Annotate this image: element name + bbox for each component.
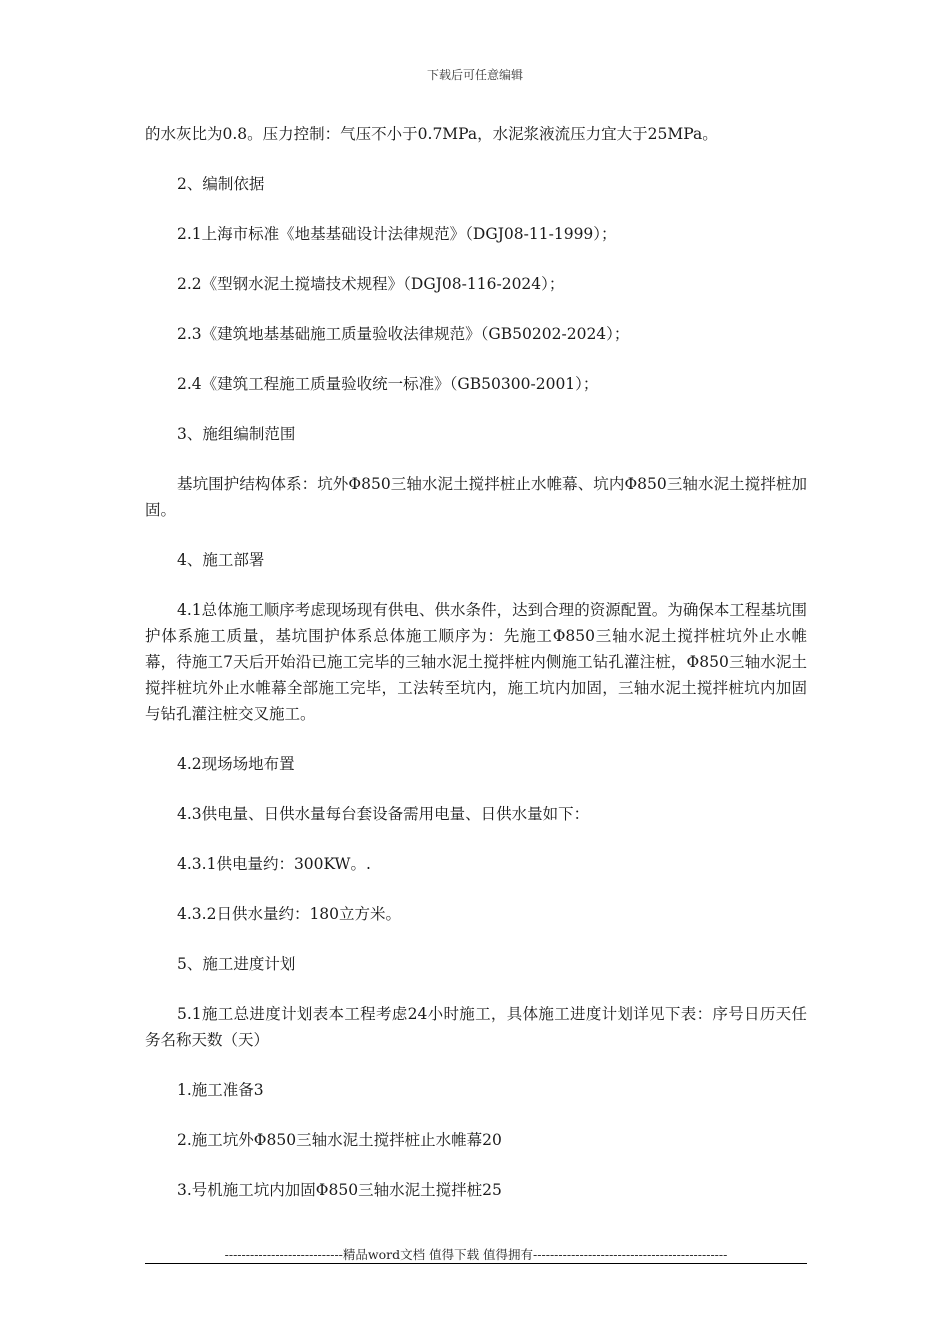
page-footer: ----------------------------精品word文档 值得下载 值得拥有----------------------------------------------	[224, 1247, 728, 1262]
section-heading-2: 2、编制依据	[177, 175, 265, 193]
water-supply-4-3-2: 4.3.2日供水量约：180立方米。	[177, 905, 402, 923]
document-body	[145, 121, 807, 1227]
section-heading-3: 3、施组编制范围	[177, 425, 296, 443]
paragraph-continuation: 的水灰比为0.8。压力控制：气压不小于0.7MPa，水泥浆液流压力宜大于25MPa。	[145, 125, 718, 143]
supply-paragraph-4-3: 4.3供电量、日供水量每台套设备需用电量、日供水量如下：	[177, 805, 590, 823]
page-header: 下载后可任意编辑	[426, 68, 523, 82]
reference-item-2-4: 2.4《建筑工程施工质量验收统一标准》（GB50300-2001）；	[177, 375, 599, 393]
power-supply-4-3-1: 4.3.1供电量约：300KW。.	[177, 855, 371, 873]
scope-paragraph: 基坑围护结构体系：坑外Φ850三轴水泥土搅拌桩止水帷幕、坑内Φ850三轴水泥土搅拌桩加固。	[145, 475, 807, 519]
sequence-paragraph-4-1: 4.1总体施工顺序考虑现场现有供电、供水条件，达到合理的资源配置。为确保本工程基坑围护体系施工质量，基坑围护体系总体施工顺序为：先施工Φ850三轴水泥土搅拌桩坑外止水帷幕，待施工7天后开始沿已施工完毕的三轴水泥土搅拌桩内侧施工钻孔灌注桩，Φ850三轴水泥土搅拌桩坑外止水帷幕全部施工完毕，工法转至坑内，施工坑内加固，三轴水泥土搅拌桩坑内加固与钻孔灌注桩交叉施工。	[145, 601, 807, 723]
reference-item-2-2: 2.2《型钢水泥土搅墙技术规程》（DGJ08-116-2024）；	[177, 275, 565, 293]
schedule-paragraph-5-1: 5.1施工总进度计划表本工程考虑24小时施工，具体施工进度计划详见下表：序号日历天任务名称天数（天）	[145, 1005, 807, 1049]
section-heading-4: 4、施工部署	[177, 551, 265, 569]
reference-item-2-3: 2.3《建筑地基基础施工质量验收法律规范》（GB50202-2024）；	[177, 325, 630, 343]
section-heading-5: 5、施工进度计划	[177, 955, 296, 973]
reference-item-2-1: 2.1上海市标准《地基基础设计法律规范》（DGJ08-11-1999）；	[177, 225, 617, 243]
footer-rule	[145, 1263, 807, 1264]
schedule-item-3: 3.号机施工坑内加固Φ850三轴水泥土搅拌桩25	[177, 1181, 502, 1199]
schedule-item-2: 2.施工坑外Φ850三轴水泥土搅拌桩止水帷幕20	[177, 1131, 502, 1149]
site-layout-4-2: 4.2现场场地布置	[177, 755, 295, 773]
schedule-item-1: 1.施工准备3	[177, 1081, 264, 1099]
